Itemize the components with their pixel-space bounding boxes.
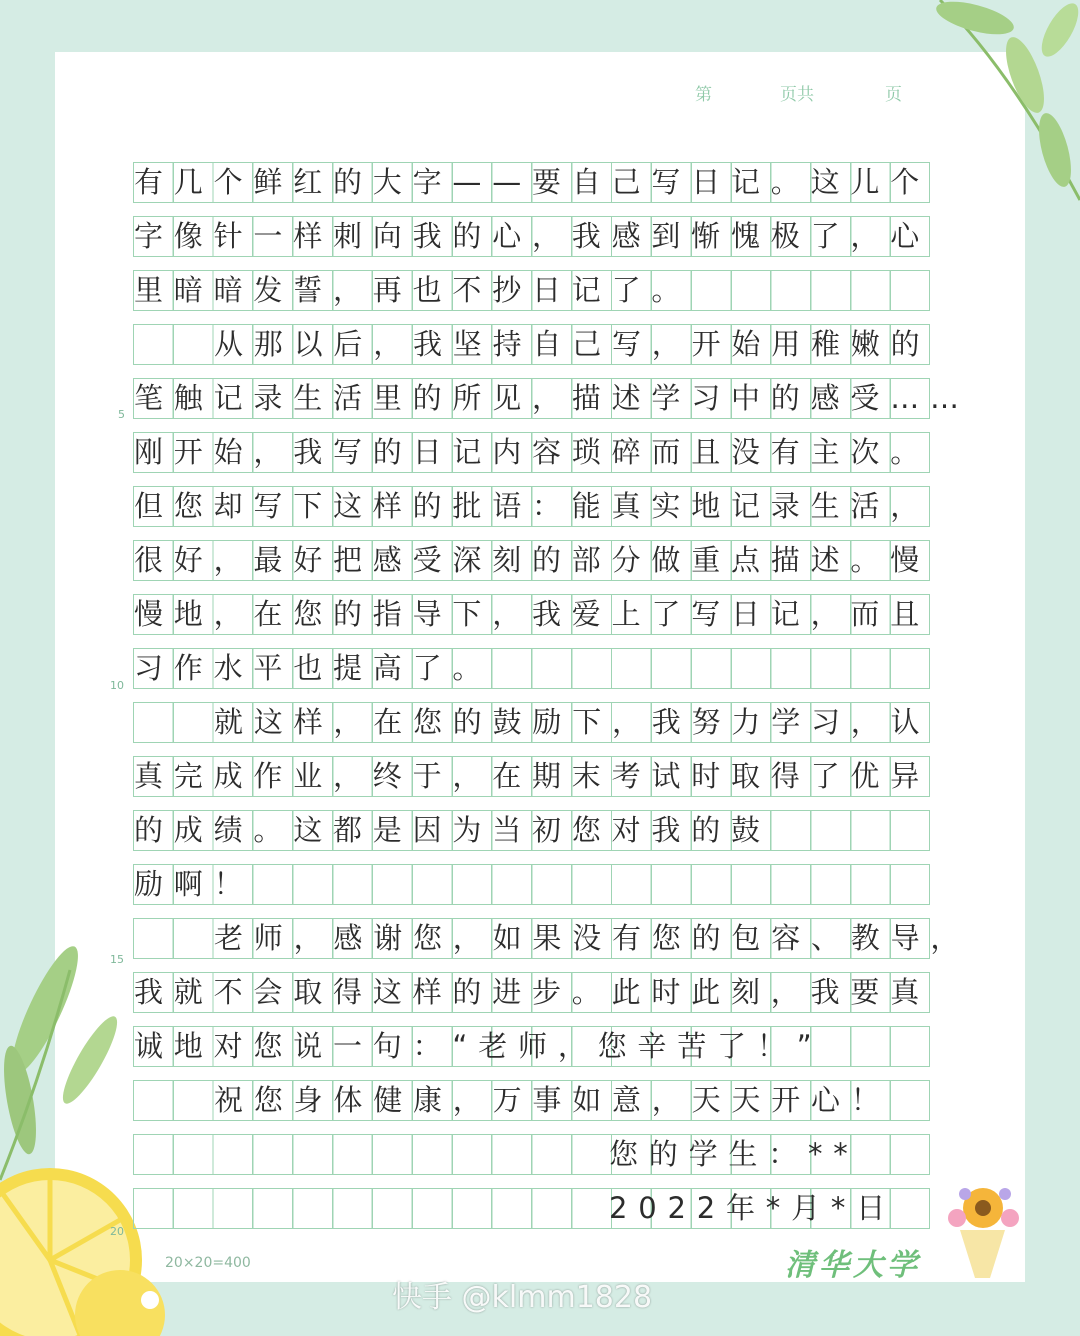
- grid-row: [133, 972, 930, 1013]
- line-number: 20: [110, 1225, 124, 1238]
- grid-row: [133, 648, 930, 689]
- grid-row: [133, 756, 930, 797]
- signature-text: 您的学生：**: [609, 1137, 859, 1171]
- grid-row: [133, 1188, 930, 1229]
- row-text: 老师，感谢您，如果没有您的包容、教导，: [214, 921, 971, 955]
- line-number: 10: [110, 679, 124, 692]
- row-text: 就这样，在您的鼓励下，我努力学习，认: [214, 705, 931, 739]
- row-text: 诚地对您说一句：“老师，您辛苦了！”: [134, 1029, 823, 1063]
- grid-row: [133, 864, 930, 905]
- grid-row: [133, 486, 930, 527]
- row-text: 字像针一样刺向我的心，我感到惭愧极了，心: [134, 219, 931, 253]
- row-text: 慢地，在您的指导下，我爱上了写日记，而且: [134, 597, 931, 631]
- grid-count-note: 20×20=400: [165, 1255, 251, 1271]
- row-text: 从那以后，我坚持自己写，开始用稚嫩的: [214, 327, 931, 361]
- page-number-header: [640, 80, 940, 108]
- row-text: 我就不会取得这样的进步。此时此刻，我要真: [134, 975, 931, 1009]
- row-text: 里暗暗发誓，再也不抄日记了。: [134, 273, 692, 307]
- row-text: 笔触记录生活里的所见，描述学习中的感受……: [134, 381, 970, 415]
- grid-row: [133, 432, 930, 473]
- grid-row: [133, 918, 971, 959]
- row-text: 励啊！: [134, 867, 254, 901]
- leaf-branch-top-icon: [930, 0, 1080, 210]
- header-pages-label: 页: [885, 85, 902, 105]
- grid-row: [133, 1134, 930, 1175]
- row-text: 的成绩。这都是因为当初您对我的鼓: [134, 813, 771, 847]
- university-seal: 清华大学: [785, 1248, 921, 1283]
- grid-row: [133, 162, 930, 203]
- row-text: 真完成作业，终于，在期末考试时取得了优异: [134, 759, 931, 793]
- grid-row: [133, 216, 930, 257]
- grid-row: [133, 1080, 930, 1121]
- row-text: 很好，最好把感受深刻的部分做重点描述。慢: [134, 543, 931, 577]
- grid-row: [133, 594, 930, 635]
- row-text: 祝您身体健康，万事如意，天天开心！: [214, 1083, 891, 1117]
- flower-bouquet-icon: [935, 1180, 1030, 1280]
- grid-row: [133, 702, 930, 743]
- grid-row: [133, 1026, 930, 1067]
- header-page-label: 第: [695, 85, 712, 105]
- watermark: 快手 @klmm1828: [392, 1280, 653, 1315]
- header-of-label: 页共: [780, 85, 814, 105]
- row-text: 但您却写下这样的批语：能真实地记录生活，: [134, 489, 931, 523]
- grid-row: [133, 810, 930, 851]
- row-text: 习作水平也提高了。: [134, 651, 493, 685]
- grid-row: [133, 378, 970, 419]
- line-number: 5: [118, 408, 125, 421]
- grid-row: [133, 270, 930, 311]
- composition-grid: [133, 162, 971, 1242]
- row-text: 刚开始，我写的日记内容琐碎而且没有主次。: [134, 435, 931, 469]
- date-text: 2022年*月*日: [609, 1191, 897, 1225]
- grid-row: [133, 540, 930, 581]
- grid-row: [133, 324, 930, 365]
- row-text: 有几个鲜红的大字——要自己写日记。这儿个: [134, 165, 931, 199]
- line-number: 15: [110, 953, 124, 966]
